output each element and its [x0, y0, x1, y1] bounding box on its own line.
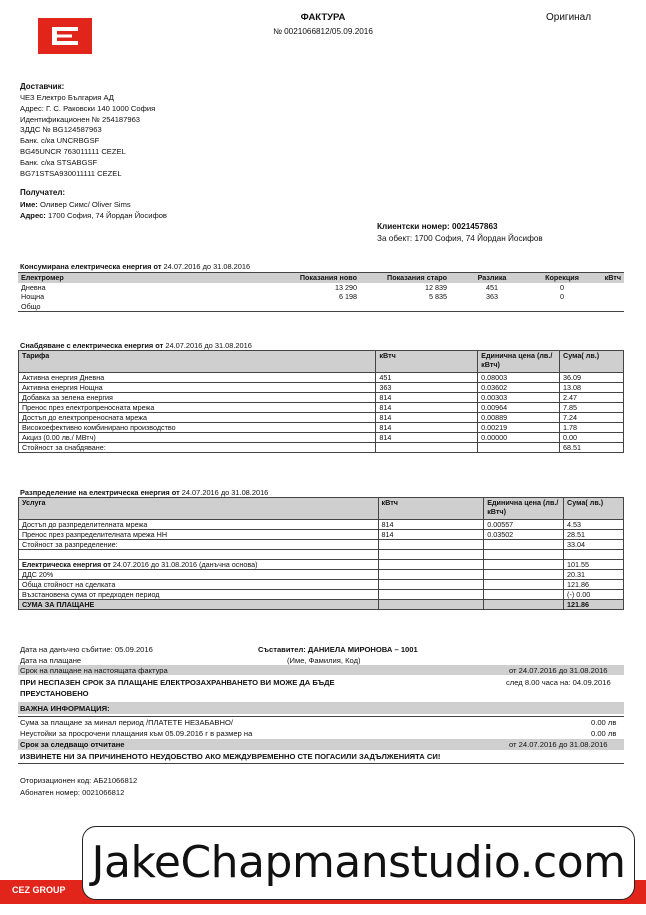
- col-header: Корекция: [534, 273, 590, 283]
- table-cell: 5 835: [429, 292, 447, 301]
- table-cell: [360, 302, 450, 312]
- table-cell: 28.51: [564, 530, 624, 540]
- recipient-name: Оливер Симс/ Oliver Sims: [39, 200, 131, 209]
- warning-value: след 8.00 часа на: 04.09.2016: [506, 678, 611, 687]
- energy-label: Електрическа енергия от: [22, 559, 111, 569]
- col-header: Разлика: [450, 273, 534, 283]
- table-cell: Активна енергия Нощна: [19, 383, 376, 393]
- table-cell: 4.53: [564, 520, 624, 530]
- table-cell: [19, 550, 379, 560]
- col-header: кВтч: [376, 351, 478, 373]
- table-cell: 814: [378, 520, 484, 530]
- table-cell: 451: [486, 282, 498, 292]
- table-row: [19, 569, 624, 579]
- table-row: [19, 383, 624, 393]
- important-title: ВАЖНА ИНФОРМАЦИЯ:: [20, 704, 110, 713]
- table-cell: 36.09: [560, 373, 624, 383]
- table-cell: 0.08003: [478, 373, 560, 383]
- recipient-name-label: Име:: [20, 200, 38, 209]
- table-header-row: [18, 273, 624, 283]
- table-cell: 1.78: [560, 423, 624, 433]
- consumed-table: [18, 273, 624, 312]
- table-cell: [484, 540, 564, 550]
- table-cell: 0.00889: [478, 413, 560, 423]
- table-cell: 0.00303: [478, 393, 560, 403]
- table-cell: [484, 559, 564, 569]
- table-cell: [564, 550, 624, 560]
- distribution-title-text: Разпределение на електрическа енергия от: [20, 488, 180, 497]
- table-cell: 121.86: [564, 579, 624, 589]
- table-row: [19, 413, 624, 423]
- payment-date-label: Дата на плащане: [20, 656, 82, 665]
- table-cell: [590, 283, 624, 293]
- table-row: [19, 579, 624, 589]
- client-number: Клиентски номер: 0021457863: [377, 222, 498, 231]
- col-header: Електромер: [18, 273, 278, 283]
- table-cell: Стойност за разпределение:: [19, 540, 379, 550]
- consumed-title: [20, 262, 250, 271]
- table-cell: 814: [376, 423, 478, 433]
- table-cell: 68.51: [560, 443, 624, 453]
- distribution-title: [20, 488, 268, 497]
- col-header: Показания ново: [278, 273, 360, 283]
- warning-line-1: ПРИ НЕСПАЗЕН СРОК ЗА ПЛАЩАНЕ ЕЛЕКТРОЗАХРАНВАНЕТО ВИ МОЖЕ ДА БЪДЕ: [20, 678, 335, 687]
- spacer-row: [19, 550, 624, 560]
- table-cell: 0: [560, 282, 564, 292]
- table-cell: [378, 599, 484, 609]
- col-header: кВтч: [378, 498, 484, 520]
- past-value: 0.00 лв: [591, 718, 617, 727]
- tax-event-label: Дата на данъчно събитие:: [20, 645, 113, 654]
- col-header: Тарифа: [19, 351, 376, 373]
- table-cell: 814: [376, 433, 478, 443]
- table-cell: 0.03502: [484, 530, 564, 540]
- recipient-address-label: Адрес:: [20, 211, 46, 220]
- table-cell: [590, 302, 624, 312]
- supplier-line: Адрес: Г. С. Раковски 140 1000 София: [20, 103, 156, 113]
- next-reading-value: от 24.07.2016 до 31.08.2016: [509, 740, 608, 749]
- next-reading-label: Срок за следващо отчитане: [20, 740, 125, 749]
- table-header-row: [19, 498, 624, 520]
- table-cell: [378, 579, 484, 589]
- table-cell: Обща стойност на сделката: [19, 579, 379, 589]
- table-cell: [378, 559, 484, 569]
- col-header: Услуга: [19, 498, 379, 520]
- table-cell: [378, 589, 484, 599]
- table-cell: [590, 292, 624, 302]
- supplier-line: BG45UNCR 763011111 CEZEL: [20, 146, 126, 156]
- table-row: [19, 559, 624, 569]
- table-cell: 121.86: [564, 599, 624, 609]
- table-cell: [484, 599, 564, 609]
- table-cell: Пренос през разпределителната мрежа НН: [19, 530, 379, 540]
- apology-text: ИЗВИНЕТЕ НИ ЗА ПРИЧИНЕНОТО НЕУДОБСТВО АКО МЕЖДУВРЕМЕННО СТЕ ПОГАСИЛИ ЗАДЪЛЖЕНИЯТА СИ!: [20, 752, 441, 761]
- table-row: [19, 393, 624, 403]
- table-cell: 13.08: [560, 383, 624, 393]
- subscriber-number: Абонатен номер: 0021066812: [20, 788, 125, 797]
- supplier-heading: Доставчик:: [20, 82, 65, 91]
- tax-event-value: 05.09.2016: [114, 645, 153, 654]
- watermark-text: JakeChapmanstudio.com: [91, 837, 626, 888]
- penalty-value: 0.00 лв: [591, 729, 617, 738]
- table-cell: 0.00: [560, 433, 624, 443]
- col-header: Сума( лв.): [564, 498, 624, 520]
- recipient-name-row: [20, 200, 131, 209]
- table-cell: 0.00557: [484, 520, 564, 530]
- client-object: За обект: 1700 София, 74 Йордан Йосифов: [377, 234, 543, 243]
- table-header-row: [19, 351, 624, 373]
- auth-code: Оторизационен код: АБ21066812: [20, 776, 138, 785]
- supplier-line: BG71STSA930011111 CEZEL: [20, 168, 122, 178]
- table-cell: 0.00000: [478, 433, 560, 443]
- supplier-details: [20, 93, 155, 179]
- table-row: [19, 589, 624, 599]
- table-cell: Общо: [21, 301, 41, 311]
- table-cell: [19, 559, 379, 569]
- table-cell: 12 839: [425, 282, 447, 292]
- table-cell: 7.24: [560, 413, 624, 423]
- table-cell: [378, 540, 484, 550]
- table-row: [19, 403, 624, 413]
- supply-title-text: Снабдяване с електрическа енергия от: [20, 341, 164, 350]
- table-cell: 814: [376, 393, 478, 403]
- recipient-address: 1700 София, 74 Йордан Йосифов: [47, 211, 167, 220]
- table-cell: [534, 302, 590, 312]
- table-row: [19, 373, 624, 383]
- col-header: Сума( лв.): [560, 351, 624, 373]
- supplier-line: Банк. с/ка STSABGSF: [20, 157, 98, 167]
- table-row: [18, 302, 624, 312]
- recipient-heading: Получател:: [20, 188, 66, 197]
- table-cell: ДДС 20%: [19, 569, 379, 579]
- distribution-table: [18, 497, 624, 610]
- deadline-label: Срок на плащане на настоящата фактура: [20, 666, 168, 675]
- table-cell: [378, 550, 484, 560]
- table-cell: Достъп до електропреносната мрежа: [19, 413, 376, 423]
- table-row: [19, 540, 624, 550]
- table-cell: (-) 0.00: [564, 589, 624, 599]
- col-header: Единична цена (лв./ кВтч): [478, 351, 560, 373]
- supplier-line: ЗДДС № BG124587963: [20, 125, 102, 135]
- divider: [18, 763, 624, 764]
- table-cell: [484, 550, 564, 560]
- table-cell: [376, 443, 478, 453]
- supply-table: [18, 350, 624, 453]
- table-cell: [484, 569, 564, 579]
- compiler: Съставител: ДАНИЕЛА МИРОНОВА – 1001: [258, 645, 418, 654]
- compiler-sub: (Име, Фамилия, Код): [287, 656, 361, 665]
- divider: [18, 716, 624, 717]
- table-cell: 814: [376, 413, 478, 423]
- warning-line-2: ПРЕУСТАНОВЕНО: [20, 689, 89, 698]
- penalty-label: Неустойки за просрочени плащания към 05.09.2016 г в размер на: [20, 729, 253, 738]
- table-cell: [484, 589, 564, 599]
- table-cell: 2.47: [560, 393, 624, 403]
- table-cell: [450, 302, 534, 312]
- supplier-line: Идентификационен № 254187963: [20, 114, 141, 124]
- table-cell: 0.00219: [478, 423, 560, 433]
- consumed-title-text: Консумирана електрическа енергия от: [20, 262, 162, 271]
- table-cell: [278, 302, 360, 312]
- table-cell: [484, 579, 564, 589]
- table-cell: 0.00964: [478, 403, 560, 413]
- table-row: [19, 423, 624, 433]
- table-cell: [478, 443, 560, 453]
- table-cell: 13 290: [335, 282, 357, 292]
- deadline-value: от 24.07.2016 до 31.08.2016: [509, 666, 608, 675]
- supplier-line: Банк. с/ка UNCRBGSF: [20, 136, 100, 146]
- footer-brand: CEZ GROUP: [12, 885, 66, 895]
- table-cell: 0: [560, 292, 564, 301]
- recipient-address-row: [20, 211, 167, 220]
- col-header: Единична цена (лв./ кВтч): [484, 498, 564, 520]
- invoice-title: ФАКТУРА: [300, 12, 346, 23]
- table-row: [19, 520, 624, 530]
- table-cell: Добавка за зелена енергия: [19, 393, 376, 403]
- table-cell: Активна енергия Дневна: [19, 373, 376, 383]
- table-row: [19, 530, 624, 540]
- table-cell: Високоефективно комбинирано производство: [19, 423, 376, 433]
- table-row: [19, 433, 624, 443]
- table-cell: Достъп до разпределителната мрежа: [19, 520, 379, 530]
- total-row: [19, 599, 624, 609]
- table-cell: 814: [378, 530, 484, 540]
- supply-period: 24.07.2016 до 31.08.2016: [165, 341, 252, 350]
- table-cell: Стойност за снабдяване:: [19, 443, 376, 453]
- col-header: кВтч: [590, 273, 624, 283]
- table-cell: [378, 569, 484, 579]
- table-row: [19, 443, 624, 453]
- table-row: [18, 292, 624, 302]
- energy-period: 24.07.2016 до 31.08.2016 (данъчна основа): [112, 559, 258, 569]
- invoice-number: № 0021066812/05.09.2016: [273, 27, 373, 36]
- table-cell: Възстановена сума от предходен период: [19, 589, 379, 599]
- tax-event-row: [20, 645, 153, 654]
- supply-title: [20, 341, 252, 350]
- table-row: [18, 283, 624, 293]
- table-cell: Дневна: [21, 282, 46, 292]
- table-cell: 20.31: [564, 569, 624, 579]
- table-cell: Пренос през електропреносната мрежа: [19, 403, 376, 413]
- distribution-period: 24.07.2016 до 31.08.2016: [181, 488, 269, 497]
- col-header: Показания старо: [360, 273, 450, 283]
- original-label: Оригинал: [546, 12, 592, 23]
- table-cell: 7.85: [560, 403, 624, 413]
- table-cell: СУМА ЗА ПЛАЩАНЕ: [19, 599, 379, 609]
- consumed-period: 24.07.2016 до 31.08.2016: [163, 262, 251, 271]
- table-cell: 0.03602: [478, 383, 560, 393]
- table-cell: 363: [376, 383, 478, 393]
- table-cell: 363: [486, 292, 498, 301]
- table-cell: 6 198: [339, 292, 357, 301]
- table-cell: 33.04: [564, 540, 624, 550]
- supplier-line: ЧЕЗ Електро България АД: [20, 93, 114, 102]
- table-cell: 814: [376, 403, 478, 413]
- table-cell: 101.55: [564, 559, 624, 569]
- table-cell: Нощна: [21, 292, 45, 301]
- table-cell: 451: [376, 373, 478, 383]
- past-label: Сума за плащане за минал период /ПЛАТЕТЕ НЕЗАБАВНО/: [20, 718, 233, 727]
- table-cell: Акциз (0.00 лв./ MВтч): [19, 433, 376, 443]
